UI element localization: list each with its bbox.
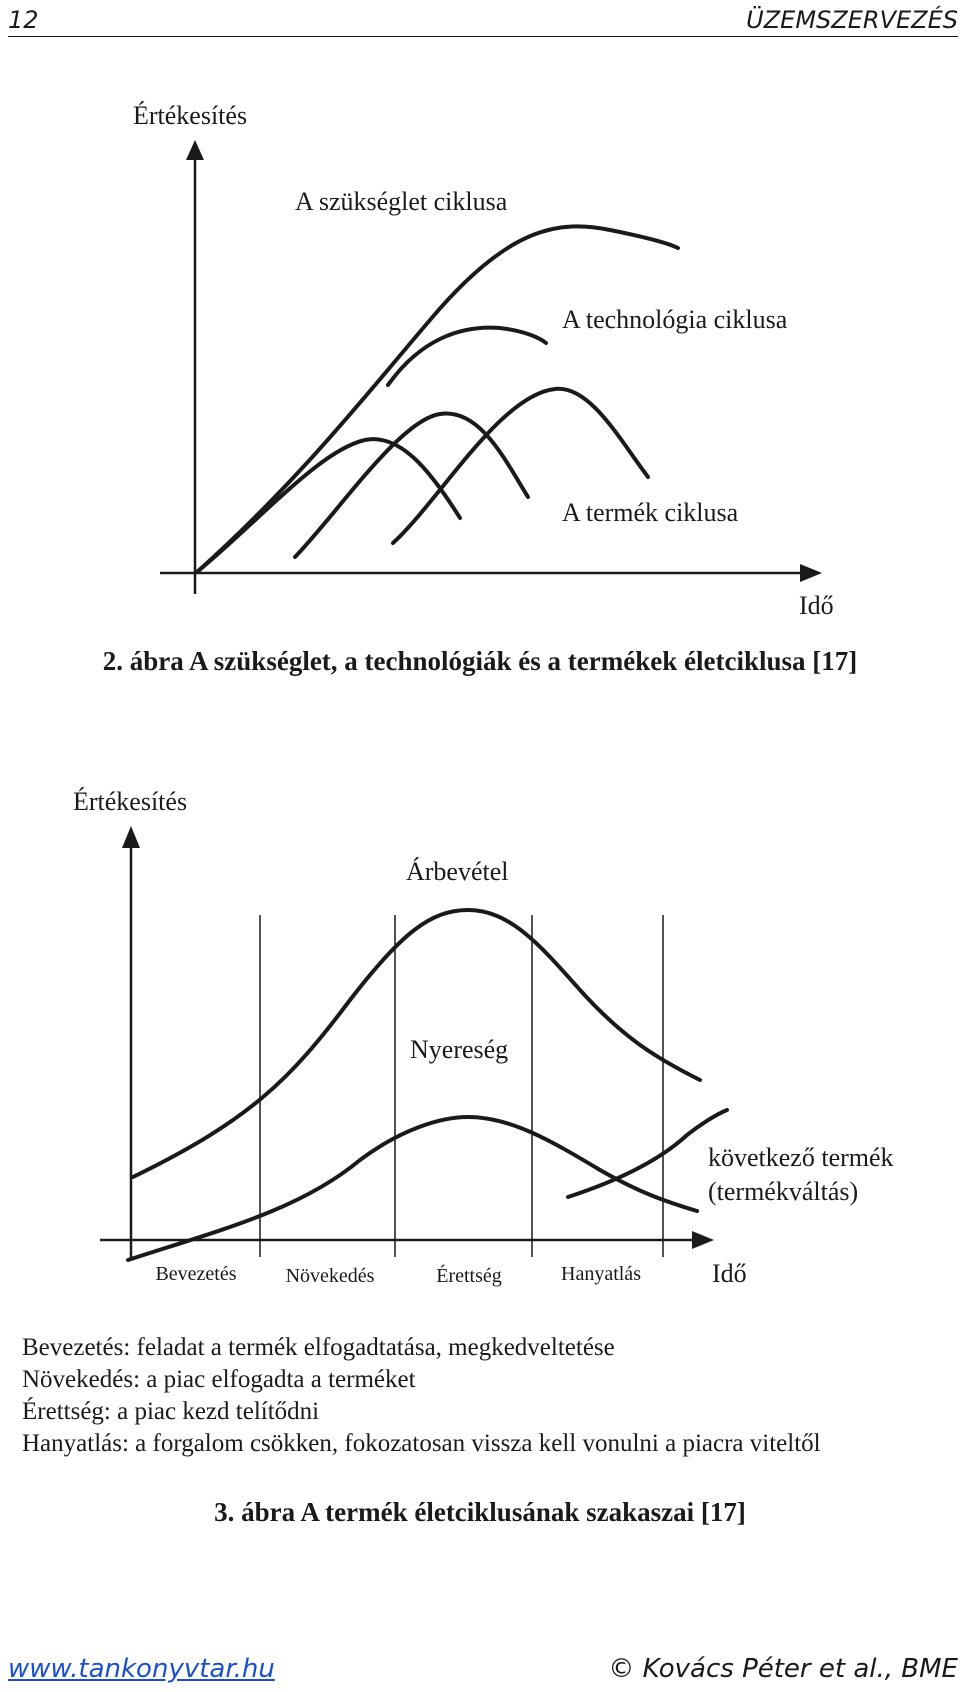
fig3-revenue-label: Árbevétel [406,857,509,886]
figure-2 [133,101,834,620]
fig2-y-label: Értékesítés [133,101,248,130]
fig3-next-product-label-2: (termékváltás) [708,1177,859,1206]
note-decline: Hanyatlás: a forgalom csökken, fokozatosan vissza kell vonulni a piacra viteltől [22,1430,821,1457]
fig2-x-arrow [800,564,822,582]
phase-notes [22,1332,960,1460]
fig3-y-arrow [122,826,140,848]
note-growth: Növekedés: a piac elfogadta a terméket [22,1366,416,1393]
fig3-phase-label-maturity: Érettség [436,1265,502,1287]
fig2-product-label: A termék ciklusa [562,498,739,527]
running-title: ÜZEMSZERVEZÉS [746,6,958,34]
copyright-text: © Kovács Péter et al., BME [608,1654,958,1684]
page-number: 12 [8,6,39,34]
fig3-profit-label: Nyereség [410,1035,509,1064]
figure-2-caption: 2. ábra A szükséglet, a technológiák és a termékek életciklusa [17] [102,646,858,676]
figure-3-caption: 3. ábra A termék életciklusának szakaszai [17] [214,1497,746,1527]
fig2-x-label: Idő [799,591,834,620]
fig3-next-product-label-1: következő termék [708,1143,894,1172]
fig2-need-label: A szükséglet ciklusa [295,187,508,216]
note-maturity: Érettség: a piac kezd telítődni [22,1398,320,1425]
fig2-product-curve-1 [197,439,460,572]
fig3-profit-curve [128,1117,697,1260]
fig2-y-arrow [186,140,204,160]
website-link[interactable]: www.tankonyvtar.hu [8,1654,275,1684]
figure-3 [73,787,894,1288]
page-footer [8,1652,958,1686]
fig2-technology-curve [388,328,546,385]
fig3-y-label: Értékesítés [73,787,188,816]
fig3-next-product-curve [568,1110,727,1197]
fig3-phase-label-intro: Bevezetés [155,1263,237,1285]
note-intro: Bevezetés: feladat a termék elfogadtatása, megkedveltetése [22,1334,615,1361]
fig3-x-label: Idő [712,1259,747,1288]
fig3-phase-label-growth: Növekedés [285,1265,375,1287]
fig2-technology-label: A technológia ciklusa [562,305,788,334]
fig3-phase-label-decline: Hanyatlás [561,1263,641,1285]
fig3-x-arrow [692,1231,714,1249]
